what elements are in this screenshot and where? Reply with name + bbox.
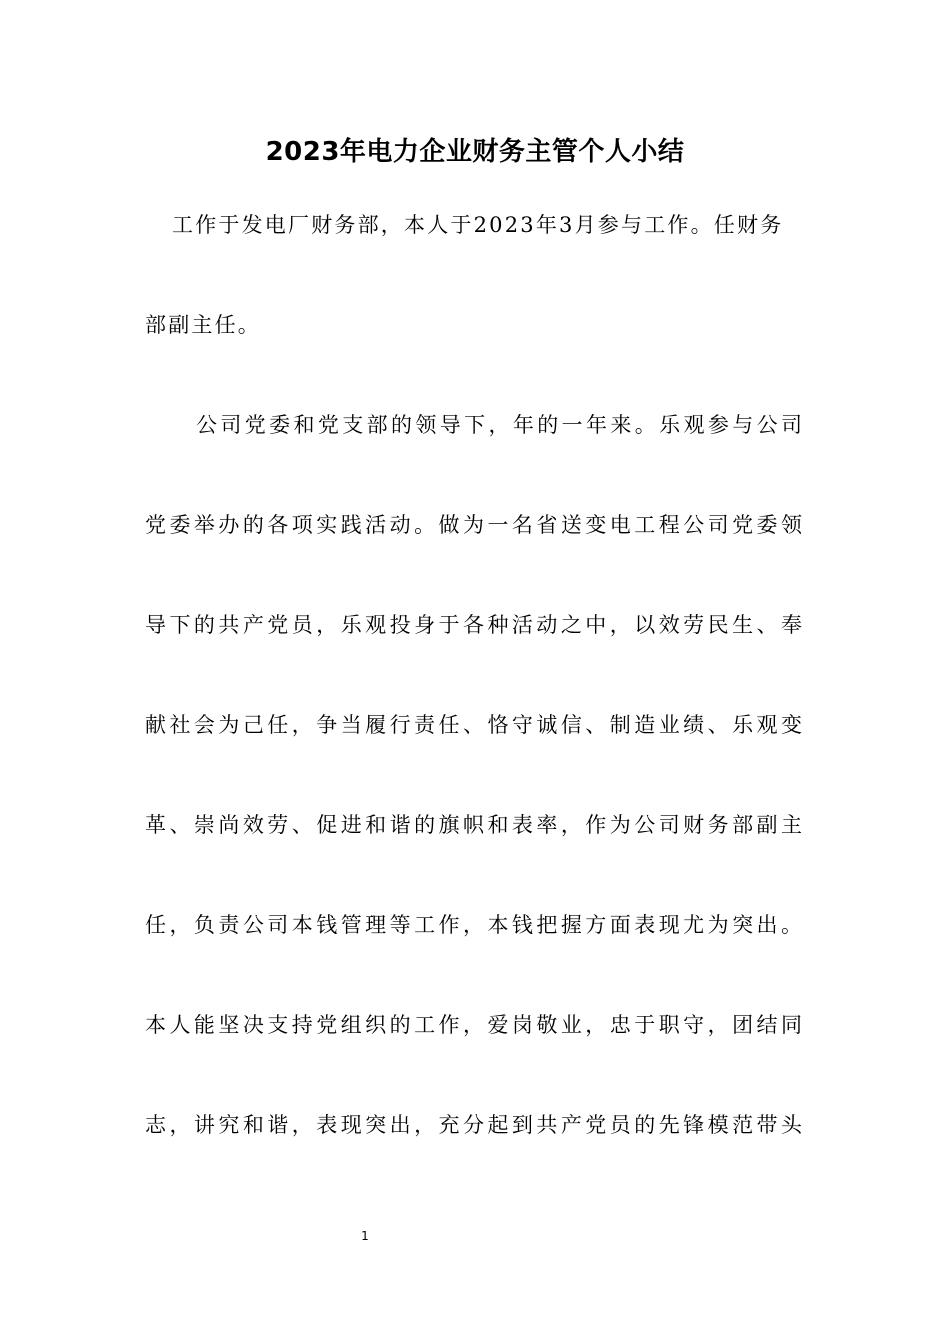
paragraph-line: 公司党委和党支部的领导下，年的一年来。乐观参与公司 <box>196 413 802 437</box>
document-title: 2023年电力企业财务主管个人小结 <box>265 137 685 167</box>
paragraph-line: 部副主任。 <box>145 313 261 337</box>
paragraph-line: 任，负责公司本钱管理等工作，本钱把握方面表现尤为突出。 <box>145 913 802 937</box>
paragraph-line: 党委举办的各项实践活动。做为一名省送变电工程公司党委领 <box>145 513 802 537</box>
paragraph-line: 导下的共产党员，乐观投身于各种活动之中，以效劳民生、奉 <box>145 613 802 637</box>
paragraph-line: 革、崇尚效劳、促进和谐的旗帜和表率，作为公司财务部副主 <box>145 813 802 837</box>
page-number: 1 <box>361 1229 369 1243</box>
paragraph-line: 献社会为己任，争当履行责任、恪守诚信、制造业绩、乐观变 <box>145 713 802 737</box>
paragraph-line: 志，讲究和谐，表现突出，充分起到共产党员的先锋模范带头 <box>145 1113 802 1137</box>
paragraph-line: 本人能坚决支持党组织的工作，爱岗敬业，忠于职守，团结同 <box>145 1013 802 1037</box>
paragraph-line: 工作于发电厂财务部，本人于2023年3月参与工作。任财务 <box>172 213 784 237</box>
